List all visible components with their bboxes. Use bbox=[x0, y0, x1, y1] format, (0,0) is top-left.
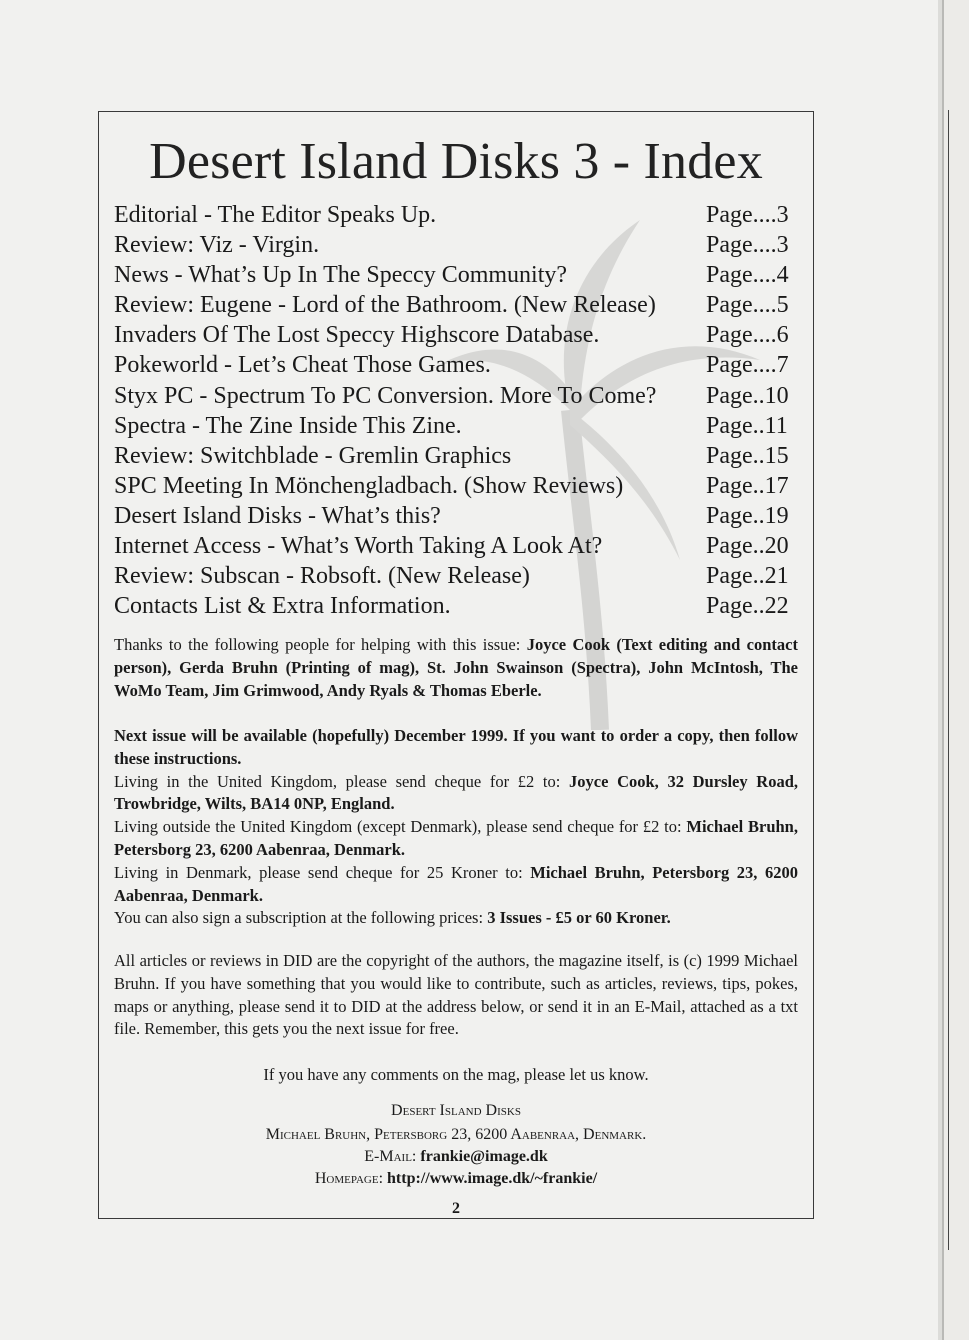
toc-article-title: Internet Access - What’s Worth Taking A Look At? bbox=[114, 533, 603, 560]
toc-page-ref: Page..20 bbox=[706, 533, 789, 560]
toc-page-ref: Page....3 bbox=[706, 232, 789, 259]
toc-entry bbox=[114, 200, 794, 230]
outside-address: Michael Bruhn, Petersborg 23, 6200 Aabenraa, Denmark. bbox=[114, 817, 798, 859]
comments-line: If you have any comments on the mag, please let us know. bbox=[263, 1065, 649, 1084]
thanks-paragraph bbox=[114, 634, 798, 702]
toc-entry bbox=[114, 441, 794, 471]
toc-entry bbox=[114, 591, 794, 621]
toc-entry bbox=[114, 561, 794, 591]
toc-entry bbox=[114, 471, 794, 501]
footer-name: Desert Island Disks bbox=[391, 1102, 521, 1119]
toc-article-title: Contacts List & Extra Information. bbox=[114, 593, 451, 620]
toc-entry bbox=[114, 230, 794, 260]
subscription-text: You can also sign a subscription at the following prices: bbox=[114, 908, 488, 928]
toc-page-ref: Page..19 bbox=[706, 502, 789, 529]
toc-page-ref: Page..11 bbox=[706, 412, 788, 439]
toc-article-title: Review: Switchblade - Gremlin Graphics bbox=[114, 442, 512, 469]
copyright-paragraph: All articles or reviews in DID are the copyright of the authors, the magazine itself, is (c) 1999 Michael Bruhn. If you have something that you would like to contribute, such as articles, reviews, tips, pokes, maps or anything, please send it to DID at the address below, or send it in an E-Mail, attached as a txt file. Remember, this gets you the next issue for free. bbox=[114, 951, 798, 1039]
page-number: 2 bbox=[452, 1200, 460, 1217]
table-of-contents bbox=[114, 200, 794, 621]
email-address[interactable]: frankie@image.dk bbox=[420, 1148, 548, 1165]
toc-article-title: Review: Viz - Virgin. bbox=[114, 232, 320, 259]
toc-article-title: Editorial - The Editor Speaks Up. bbox=[114, 202, 437, 228]
toc-page-ref: Page....5 bbox=[706, 292, 789, 319]
denmark-address: Michael Bruhn, Petersborg 23, 6200 Aabenraa, Denmark. bbox=[114, 862, 798, 905]
footer-email: E-Mail: frankie@image.dk bbox=[364, 1148, 548, 1165]
toc-page-ref: Page....3 bbox=[706, 202, 789, 228]
homepage-link[interactable]: http://www.image.dk/~frankie/ bbox=[387, 1170, 598, 1187]
thanks-names: Joyce Cook (Text editing and contact person), Gerda Bruhn (Printing of mag), St. John Swainson (Spectra), John McIntosh, The WoMo Team, Jim Grimwood, Andy Ryals & Thomas Eberle. bbox=[114, 635, 798, 700]
toc-article-title: SPC Meeting In Mönchengladbach. (Show Reviews) bbox=[114, 472, 624, 499]
footer-address: Michael Bruhn, Petersborg 23, 6200 Aabenraa, Denmark. bbox=[265, 1126, 647, 1143]
toc-entry bbox=[114, 381, 794, 411]
toc-page-ref: Page..21 bbox=[706, 563, 789, 590]
uk-order-text: Living in the United Kingdom, please send cheque for £2 to: bbox=[114, 771, 570, 791]
ordering-paragraph bbox=[114, 725, 798, 930]
toc-article-title: Review: Eugene - Lord of the Bathroom. (New Release) bbox=[114, 292, 656, 319]
toc-entry bbox=[114, 350, 794, 380]
toc-article-title: Review: Subscan - Robsoft. (New Release) bbox=[114, 563, 530, 590]
next-issue-notice: Next issue will be available (hopefully) December 1999. If you want to order a copy, then follow these instructions. bbox=[114, 726, 798, 768]
toc-article-title: Styx PC - Spectrum To PC Conversion. More To Come? bbox=[114, 382, 657, 409]
toc-page-ref: Page..15 bbox=[706, 442, 789, 469]
toc-article-title: Spectra - The Zine Inside This Zine. bbox=[114, 412, 462, 439]
denmark-order-text: Living in Denmark, please send cheque for 25 Kroner to: bbox=[114, 862, 531, 882]
toc-entry bbox=[114, 501, 794, 531]
outside-order-text: Living outside the United Kingdom (except Denmark), please send cheque for £2 to: bbox=[114, 817, 687, 837]
subscription-prices: 3 Issues - £5 or 60 Kroner. bbox=[487, 908, 671, 928]
toc-page-ref: Page....7 bbox=[706, 352, 789, 379]
toc-entry bbox=[114, 290, 794, 320]
thanks-intro: Thanks to the following people for helping with this issue: bbox=[114, 635, 527, 654]
toc-article-title: News - What’s Up In The Speccy Community? bbox=[114, 262, 568, 289]
toc-page-ref: Page....6 bbox=[706, 322, 789, 349]
toc-page-ref: Page..17 bbox=[706, 472, 789, 499]
toc-article-title: Desert Island Disks - What’s this? bbox=[114, 502, 441, 529]
toc-article-title: Invaders Of The Lost Speccy Highscore Database. bbox=[114, 322, 600, 349]
toc-entry bbox=[114, 411, 794, 441]
uk-address: Joyce Cook, 32 Dursley Road, Trowbridge, Wilts, BA14 0NP, England. bbox=[114, 771, 798, 814]
toc-entry bbox=[114, 320, 794, 350]
toc-page-ref: Page..22 bbox=[706, 593, 789, 620]
toc-entry bbox=[114, 260, 794, 290]
next-page-rule bbox=[948, 110, 969, 1250]
page-title: Desert Island Disks 3 - Index bbox=[149, 133, 763, 190]
toc-page-ref: Page....4 bbox=[706, 262, 789, 289]
footer-homepage: Homepage: http://www.image.dk/~frankie/ bbox=[314, 1170, 598, 1187]
toc-page-ref: Page..10 bbox=[706, 382, 789, 409]
toc-entry bbox=[114, 531, 794, 561]
toc-article-title: Pokeworld - Let’s Cheat Those Games. bbox=[114, 352, 491, 379]
